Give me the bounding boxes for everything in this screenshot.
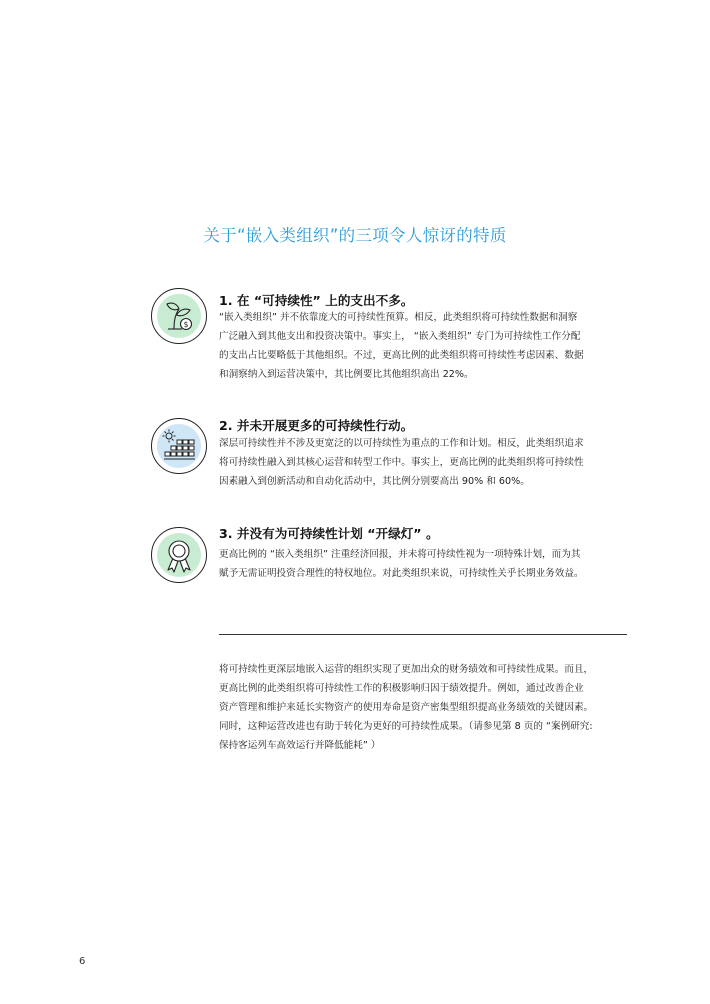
body-line: 更高比例的 “嵌入类组织” 注重经济回报，并未将可持续性视为一项特殊计划，而为其 [219,549,581,560]
paragraph-line: 同时，这种运营改进也有助于转化为更好的可持续性成果。（请参见第 8 页的 “案例研究: [219,721,593,732]
svg-text:$: $ [183,320,189,329]
page-title: 关于“嵌入类组织”的三项令人惊讶的特质 [203,226,507,245]
page-number: 6 [79,956,86,967]
feature-body [219,434,639,491]
body-line: 的支出占比要略低于其他组织。不过，更高比例的此类组织将可持续性考虑因素、数据 [219,350,584,361]
solar-panel-icon [150,417,208,475]
feature-heading: 1. 在 “可持续性” 上的支出不多。 [219,293,414,308]
feature-heading: 2. 并未开展更多的可持续性行动。 [219,418,414,433]
divider [219,634,627,635]
body-line: 深层可持续性并不涉及更宽泛的以可持续性为重点的工作和计划。相反，此类组织追求 [219,438,584,449]
paragraph-line: 资产管理和维护来延长实物资产的使用寿命是资产密集型组织提高业务绩效的关键因素。 [219,702,594,713]
summary-paragraph [219,660,639,755]
paragraph-line: 保持客运列车高效运行并降低能耗” ） [219,740,381,751]
paragraph-line: 更高比例的此类组织将可持续性工作的积极影响归因于绩效提升。例如，通过改善企业 [219,683,584,694]
body-line: 因素融入到创新活动和自动化活动中，其比例分别要高出 90% 和 60%。 [219,476,530,487]
body-line: 广泛融入到其他支出和投资决策中。事实上， “嵌入类组织” 专门为可持续性工作分配 [219,331,581,342]
body-line: “嵌入类组织” 并不依靠庞大的可持续性预算。相反，此类组织将可持续性数据和洞察 [219,312,578,323]
feature-heading: 3. 并没有为可持续性计划 “开绿灯” 。 [219,526,439,541]
feature-body [219,308,639,384]
body-line: 将可持续性融入到其核心运营和转型工作中。事实上，更高比例的此类组织将可持续性 [219,457,584,468]
paragraph-line: 将可持续性更深层地嵌入运营的组织实现了更加出众的财务绩效和可持续性成果。而且， [219,664,594,675]
award-ribbon-icon [150,526,208,584]
body-line: 和洞察纳入到运营决策中，其比例要比其他组织高出 22%。 [219,369,474,380]
plant-coin-icon [150,287,208,345]
body-line: 赋予无需证明投资合理性的特权地位。对此类组织来说，可持续性关乎长期业务效益。 [219,568,584,579]
feature-body [219,545,639,583]
